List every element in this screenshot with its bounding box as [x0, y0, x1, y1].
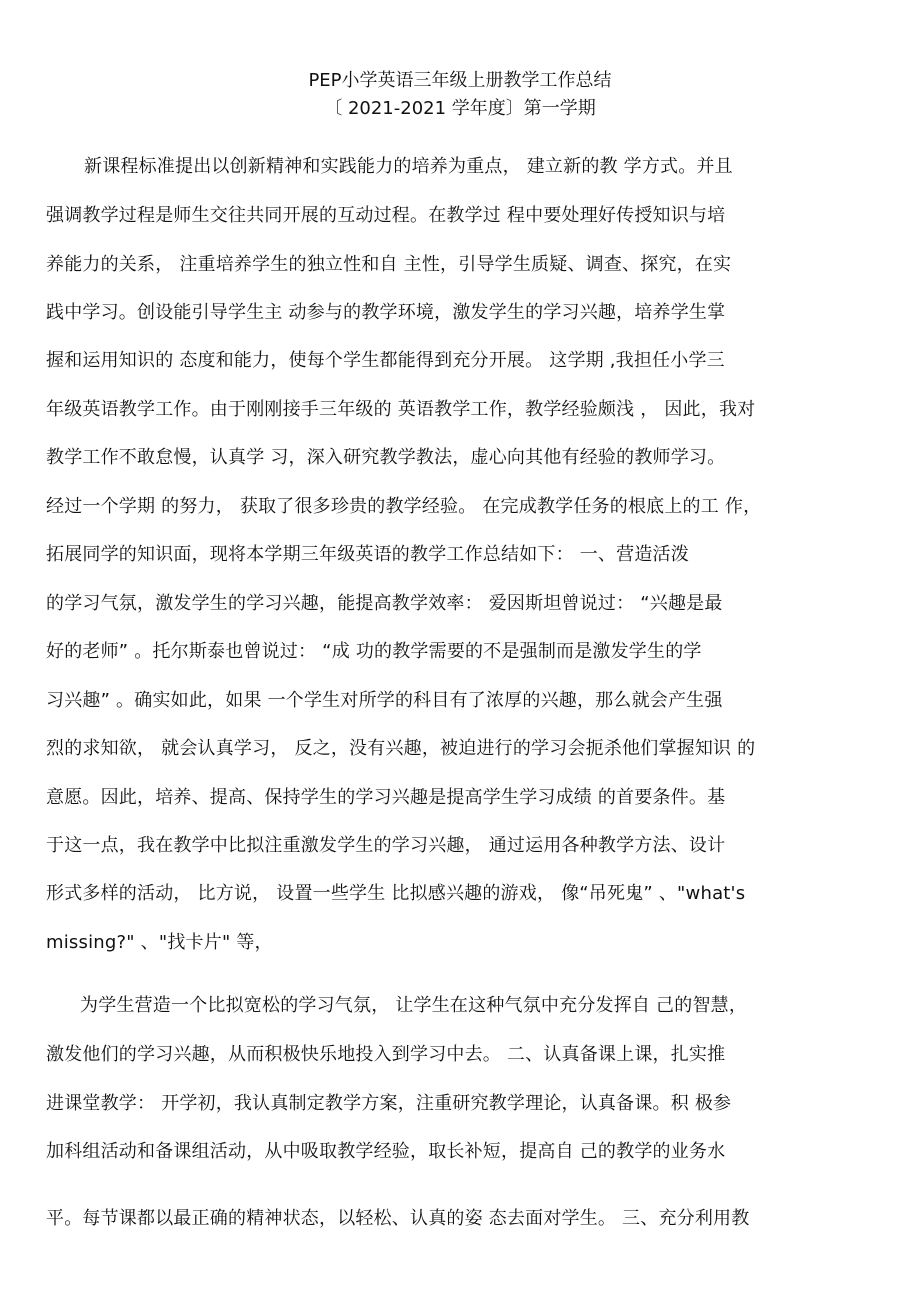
paragraph-line: 践中学习。创设能引导学生主 动参与的教学环境，激发学生的学习兴趣，培养学生掌: [46, 302, 726, 323]
paragraph-line: 拓展同学的知识面，现将本学期三年级英语的教学工作总结如下： 一、营造活泼: [46, 544, 689, 565]
paragraph-line: 养能力的关系， 注重培养学生的独立性和自 主性，引导学生质疑、调查、探究，在实: [46, 254, 732, 275]
paragraph-line: 烈的求知欲， 就会认真学习， 反之，没有兴趣，被迫进行的学习会扼杀他们掌握知识 的: [46, 738, 756, 759]
paragraph-line: 新课程标准提出以创新精神和实践能力的培养为重点， 建立新的教 学方式。并且: [84, 156, 733, 177]
paragraph-line: 加科组活动和备课组活动，从中吸取教学经验，取长补短，提高自 己的教学的业务水: [46, 1141, 726, 1162]
paragraph-line: 握和运用知识的 态度和能力，使每个学生都能得到充分开展。 这学期 ,我担任小学三: [46, 350, 725, 371]
document-title: PEP小学英语三年级上册教学工作总结: [308, 70, 612, 91]
paragraph-line: 激发他们的学习兴趣，从而积极快乐地投入到学习中去。 二、认真备课上课，扎实推: [46, 1044, 726, 1065]
paragraph-line: 的学习气氛，激发学生的学习兴趣，能提高教学效率： 爱因斯坦曾说过： “兴趣是最: [46, 593, 723, 614]
paragraph-line: 强调教学过程是师生交往共同开展的互动过程。在教学过 程中要处理好传授知识与培: [46, 205, 726, 226]
document-subtitle: 〔 2021-2021 学年度〕第一学期: [324, 98, 596, 119]
paragraph-line: 平。每节课都以最正确的精神状态，以轻松、认真的姿 态去面对学生。 三、充分利用教: [46, 1208, 750, 1229]
paragraph-line: 意愿。因此，培养、提高、保持学生的学习兴趣是提高学生学习成绩 的首要条件。基: [46, 787, 726, 808]
paragraph-line: 年级英语教学工作。由于刚刚接手三年级的 英语教学工作，教学经验颇浅 ， 因此，我对: [46, 399, 756, 420]
paragraph-line: 进课堂教学： 开学初，我认真制定教学方案，注重研究教学理论，认真备课。积 极参: [46, 1093, 732, 1114]
paragraph-line: 于这一点，我在教学中比拟注重激发学生的学习兴趣， 通过运用各种教学方法、设计: [46, 835, 726, 856]
paragraph-line: 好的老师” 。托尔斯泰也曾说过： “成 功的教学需要的不是强制而是激发学生的学: [46, 641, 702, 662]
paragraph-line: missing?" 、"找卡片" 等，: [46, 932, 273, 953]
paragraph-line: 为学生营造一个比拟宽松的学习气氛， 让学生在这种气氛中充分发挥自 己的智慧，: [80, 995, 748, 1016]
paragraph-line: 经过一个学期 的努力， 获取了很多珍贵的教学经验。 在完成教学任务的根底上的工 作，: [46, 496, 762, 517]
paragraph-line: 形式多样的活动， 比方说， 设置一些学生 比拟感兴趣的游戏， 像“吊死鬼” 、"what's: [46, 883, 746, 904]
paragraph-line: 习兴趣” 。确实如此，如果 一个学生对所学的科目有了浓厚的兴趣，那么就会产生强: [46, 690, 723, 711]
paragraph-line: 教学工作不敢怠慢，认真学 习，深入研究教学教法，虚心向其他有经验的教师学习。: [46, 447, 726, 468]
